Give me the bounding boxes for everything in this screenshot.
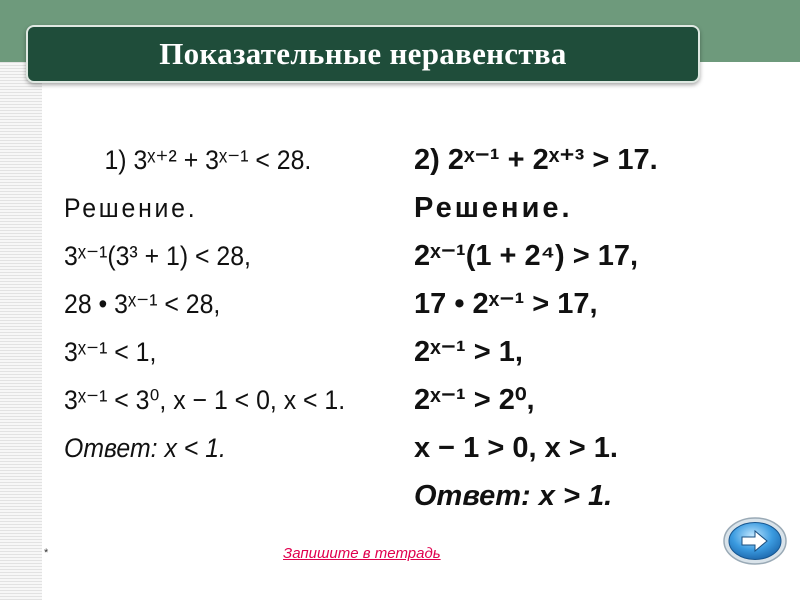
problem-1-answer: Ответ: x < 1. [64, 433, 226, 463]
problem-1-step: 28 • 3ˣ⁻¹ < 28, [64, 289, 221, 319]
problem-2-step: 17 • 2ˣ⁻¹ > 17, [414, 288, 598, 320]
slide-title: Показательные неравенства [159, 36, 567, 71]
problem-2-step: x − 1 > 0, x > 1. [414, 432, 618, 464]
title-bar [26, 25, 700, 83]
arrow-right-icon [722, 516, 788, 566]
problem-2-step: 2ˣ⁻¹ > 2⁰, [414, 384, 535, 416]
left-decor-strip [0, 62, 42, 600]
problem-2-solution-heading: Решение. [414, 192, 573, 224]
problem-1-solution-heading: Решение. [64, 193, 198, 223]
next-slide-button[interactable] [722, 516, 788, 566]
problem-1-statement: 1) 3ˣ⁺² + 3ˣ⁻¹ < 28. [104, 145, 312, 175]
problem-1-step: 3ˣ⁻¹(3³ + 1) < 28, [64, 241, 251, 271]
note-link[interactable]: Запишите в тетрадь [283, 545, 441, 562]
problem-2-step: 2ˣ⁻¹ > 1, [414, 336, 523, 368]
problem-2-statement: 2) 2ˣ⁻¹ + 2ˣ⁺³ > 17. [414, 144, 658, 176]
problem-1-step: 3ˣ⁻¹ < 3⁰, x − 1 < 0, x < 1. [64, 385, 346, 415]
footnote-star: * [44, 547, 49, 559]
problem-2-answer: Ответ: x > 1. [414, 480, 613, 512]
problem-2 [414, 136, 658, 520]
problem-1 [64, 136, 370, 472]
problem-1-step: 3ˣ⁻¹ < 1, [64, 337, 157, 367]
problem-2-step: 2ˣ⁻¹(1 + 2⁴) > 17, [414, 240, 639, 272]
